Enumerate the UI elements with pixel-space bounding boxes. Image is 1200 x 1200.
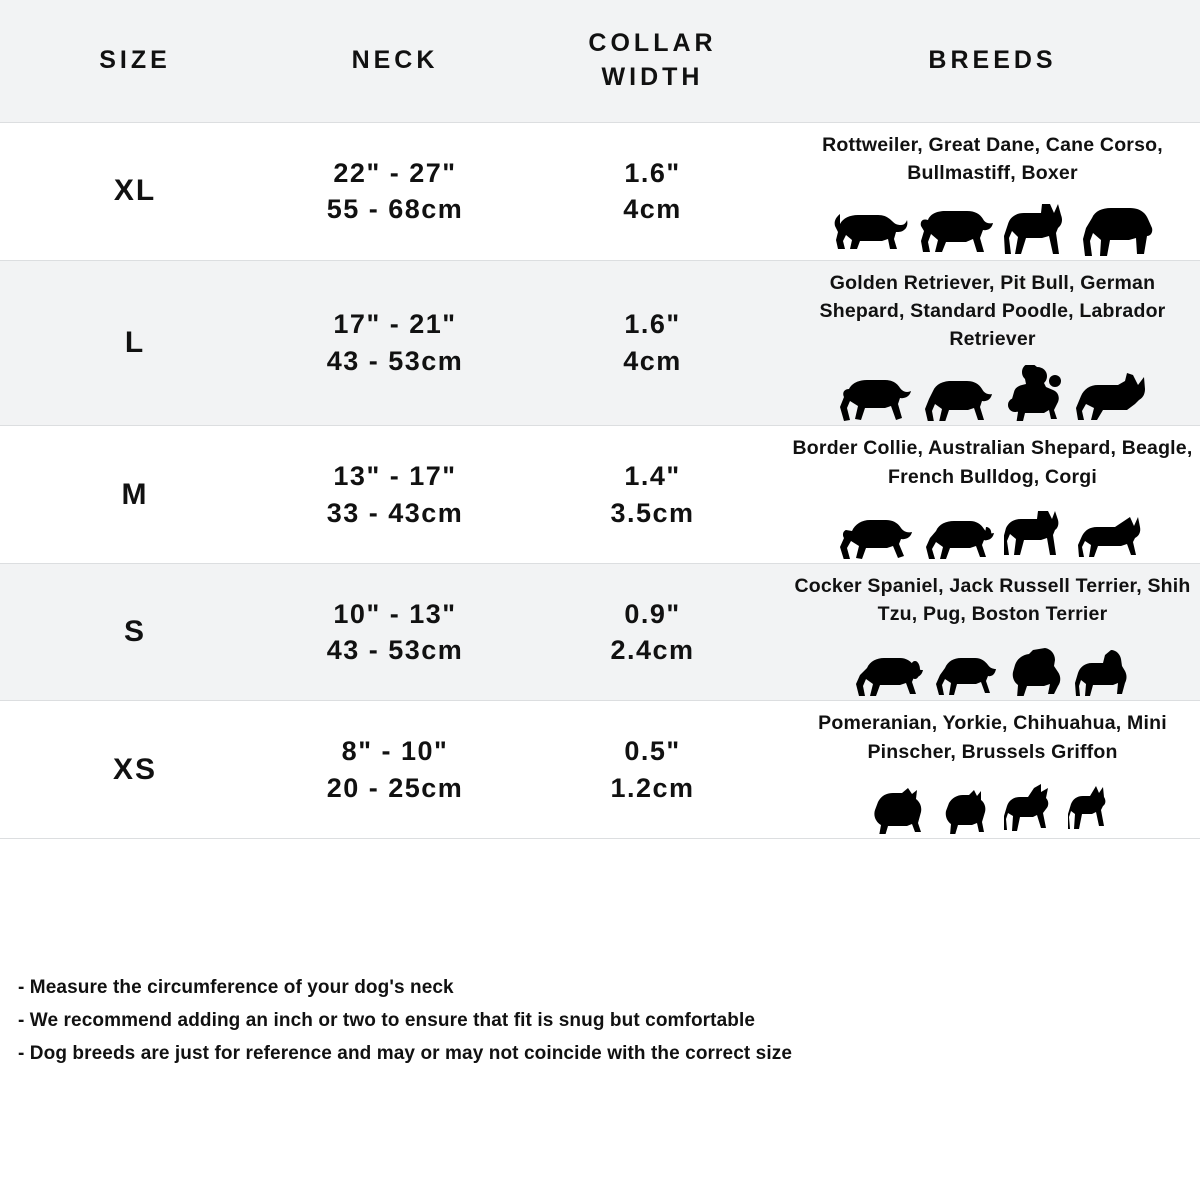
neck-inches: 10" - 13" <box>333 598 457 629</box>
corgi-silhouette <box>1078 515 1146 559</box>
width-inches: 1.6" <box>624 309 681 340</box>
row-size-cell <box>0 701 270 838</box>
width-cm: 1.2cm <box>610 772 695 803</box>
row-collar-width-cell <box>520 261 785 426</box>
width-inches: 0.5" <box>624 736 681 767</box>
neck-inches: 13" - 17" <box>333 461 457 492</box>
row-collar-width-cell <box>520 123 785 260</box>
breed-list: Rottweiler, Great Dane, Cane Corso, Bullmastiff, Boxer <box>822 134 1163 185</box>
neck-cm: 20 - 25cm <box>326 772 464 803</box>
table-row <box>0 563 1200 701</box>
row-neck-cell <box>270 123 520 260</box>
yorkie-silhouette <box>940 788 994 834</box>
row-breeds-cell <box>785 123 1200 260</box>
breed-silhouettes <box>835 359 1151 421</box>
width-cm: 4cm <box>623 345 682 376</box>
shih-tzu-silhouette <box>1007 646 1065 696</box>
neck-inches: 22" - 27" <box>333 157 457 188</box>
pug-silhouette <box>1075 648 1131 696</box>
table-header-row <box>0 0 1200 122</box>
breed-list: Pomeranian, Yorkie, Chihuahua, Mini Pinscher, Brussels Griffon <box>818 712 1167 763</box>
width-cm: 2.4cm <box>610 635 695 666</box>
row-breeds-cell <box>785 701 1200 838</box>
notes-section <box>0 838 1200 1200</box>
header-collar-width <box>520 27 785 95</box>
breed-list: Golden Retriever, Pit Bull, German Shepard, Standard Poodle, Labrador Retriever <box>819 271 1166 351</box>
labrador-silhouette <box>923 373 993 421</box>
cocker-spaniel-silhouette <box>855 650 925 696</box>
note-item: - We recommend adding an inch or two to ensure that fit is snug but comfortable <box>18 1009 755 1031</box>
mini-pinscher-silhouette <box>1068 784 1118 834</box>
table-row <box>0 122 1200 260</box>
row-size-cell <box>0 123 270 260</box>
cane-corso-silhouette <box>1004 202 1070 256</box>
row-neck-cell <box>270 426 520 563</box>
header-breeds: BREEDS <box>928 46 1057 75</box>
row-size-cell <box>0 261 270 426</box>
neck-cm: 55 - 68cm <box>326 194 464 225</box>
breed-silhouettes <box>840 497 1146 559</box>
note-item: - Dog breeds are just for reference and may or may not coincide with the correct size <box>18 1043 792 1065</box>
row-neck-cell <box>270 701 520 838</box>
row-neck-cell <box>270 261 520 426</box>
breed-silhouettes <box>855 634 1131 696</box>
row-collar-width-cell <box>520 701 785 838</box>
width-inches: 1.4" <box>624 461 681 492</box>
size-label: XS <box>112 752 158 786</box>
width-cm: 4cm <box>623 194 682 225</box>
chihuahua-silhouette <box>1004 784 1058 834</box>
row-neck-cell <box>270 564 520 701</box>
german-shepard-silhouette <box>1075 371 1151 421</box>
breed-silhouettes <box>868 772 1118 834</box>
header-neck: NECK <box>351 46 439 75</box>
row-breeds-cell <box>785 261 1200 426</box>
neck-cm: 43 - 53cm <box>326 635 464 666</box>
neck-inches: 17" - 21" <box>333 309 457 340</box>
jack-russell-silhouette <box>935 650 997 696</box>
header-size: SIZE <box>99 46 171 75</box>
beagle-silhouette <box>924 513 994 559</box>
border-collie-silhouette <box>840 513 914 559</box>
rottweiler-silhouette <box>832 204 908 256</box>
row-collar-width-cell <box>520 564 785 701</box>
size-label: XL <box>113 174 157 208</box>
width-cm: 3.5cm <box>610 497 695 528</box>
neck-cm: 43 - 53cm <box>326 345 464 376</box>
row-breeds-cell <box>785 426 1200 563</box>
header-collar-width-line2: WIDTH <box>601 63 704 91</box>
header-collar-width-line1: COLLAR <box>588 29 717 58</box>
row-breeds-cell <box>785 564 1200 701</box>
table-row <box>0 700 1200 838</box>
breed-list: Cocker Spaniel, Jack Russell Terrier, Shih Tzu, Pug, Boston Terrier <box>794 574 1191 626</box>
bullmastiff-silhouette <box>1080 202 1154 256</box>
note-item: - Measure the circumference of your dog's neck <box>18 976 454 998</box>
breed-silhouettes <box>832 194 1154 256</box>
size-label: S <box>123 615 146 649</box>
golden-retriever-silhouette <box>835 373 913 421</box>
great-dane-silhouette <box>918 204 994 256</box>
neck-inches: 8" - 10" <box>341 736 449 767</box>
width-inches: 0.9" <box>624 598 681 629</box>
neck-cm: 33 - 43cm <box>326 497 464 528</box>
size-label: L <box>124 325 146 359</box>
pomeranian-silhouette <box>868 786 930 834</box>
row-size-cell <box>0 426 270 563</box>
table-row <box>0 425 1200 563</box>
size-label: M <box>121 477 149 511</box>
french-bulldog-silhouette <box>1004 509 1068 559</box>
poodle-silhouette <box>1003 365 1065 421</box>
breed-list: Border Collie, Australian Shepard, Beagle, French Bulldog, Corgi <box>792 437 1193 488</box>
width-inches: 1.6" <box>624 157 681 188</box>
table-row <box>0 260 1200 426</box>
row-collar-width-cell <box>520 426 785 563</box>
row-size-cell <box>0 564 270 701</box>
